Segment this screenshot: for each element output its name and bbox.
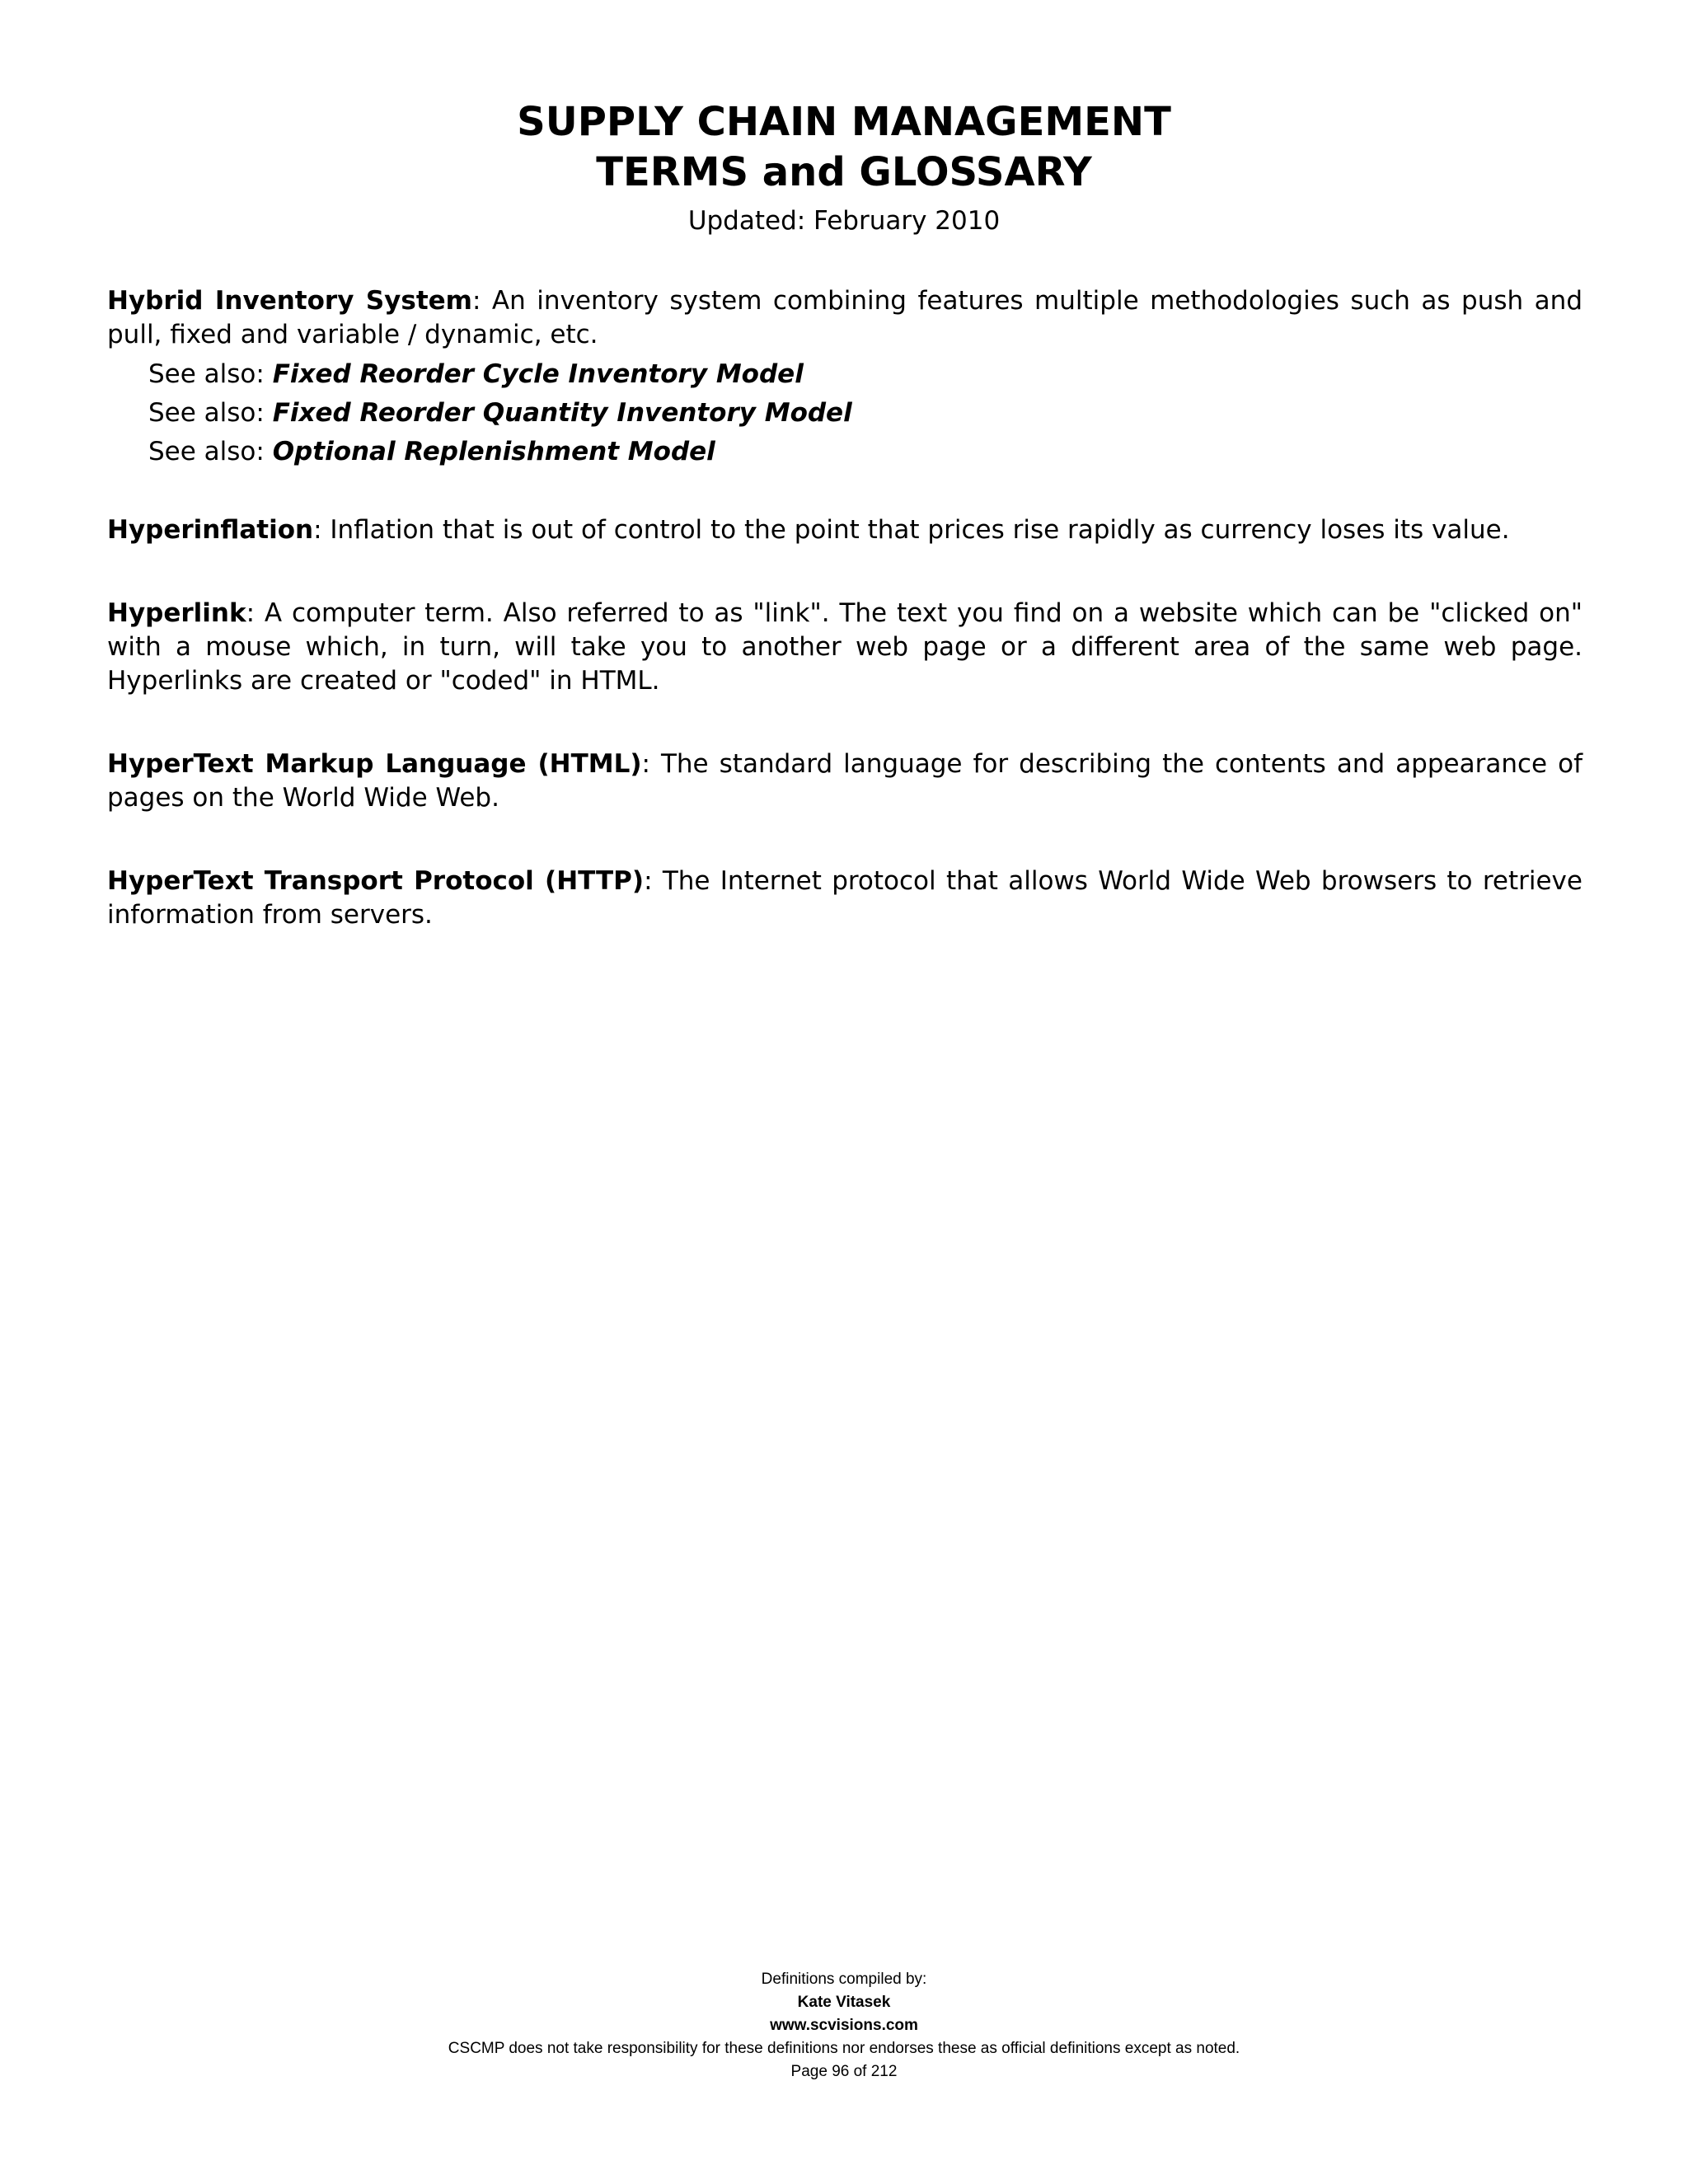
see-also-item [148, 435, 1582, 468]
glossary-term: Hyperinflation [107, 515, 314, 545]
updated-date: Updated: February 2010 [687, 206, 1001, 236]
glossary-definition: : A computer term. Also referred to as "link". The text you find on a website which can be "clicked on" with a mouse which, in turn, will take you to another web page or a different area of the same web page. Hyperlinks are created or "coded" in HTML. [107, 598, 1582, 696]
see-also-prefix: See also: [148, 398, 273, 428]
glossary-term: Hyperlink [107, 598, 246, 628]
footer-disclaimer: CSCMP does not take responsibility for these definitions nor endorses these as official definitions except as noted. [448, 2040, 1240, 2057]
page-footer [0, 1968, 1688, 2083]
glossary-definition: : Inflation that is out of control to the point that prices rise rapidly as currency loses its value. [313, 515, 1510, 545]
see-also-reference: Fixed Reorder Quantity Inventory Model [272, 398, 852, 428]
glossary-entry [107, 865, 1582, 932]
footer-page-number: Page 96 of 212 [790, 2063, 898, 2080]
see-also-item [148, 358, 1582, 391]
glossary-term: Hybrid Inventory System [107, 286, 472, 316]
see-also-reference: Optional Replenishment Model [272, 437, 715, 466]
glossary-entry [107, 284, 1582, 352]
see-also-prefix: See also: [148, 359, 273, 389]
footer-compiled-by: Definitions compiled by: [761, 1971, 927, 1988]
glossary-entry [107, 748, 1582, 815]
title-line-2: TERMS and GLOSSARY [596, 149, 1092, 195]
title-line-1: SUPPLY CHAIN MANAGEMENT [517, 99, 1171, 145]
see-also-prefix: See also: [148, 437, 273, 466]
glossary-content [107, 284, 1582, 932]
footer-author: Kate Vitasek [797, 1994, 891, 2011]
glossary-definition: : The standard language for describing the contents and appearance of pages on the World Wide Web. [107, 749, 1583, 813]
glossary-entry [107, 597, 1582, 698]
glossary-definition: : The Internet protocol that allows World Wide Web browsers to retrieve information from servers. [107, 866, 1582, 930]
see-also-reference: Fixed Reorder Cycle Inventory Model [272, 359, 804, 389]
glossary-term: HyperText Transport Protocol (HTTP) [107, 866, 645, 896]
glossary-entry [107, 513, 1582, 547]
page-header [0, 97, 1688, 239]
glossary-definition: : An inventory system combining features multiple methodologies such as push and pull, fixed and variable / dynamic, etc. [107, 286, 1583, 349]
footer-website: www.scvisions.com [770, 2017, 918, 2034]
glossary-term: HyperText Markup Language (HTML) [107, 749, 642, 779]
see-also-item [148, 396, 1582, 429]
